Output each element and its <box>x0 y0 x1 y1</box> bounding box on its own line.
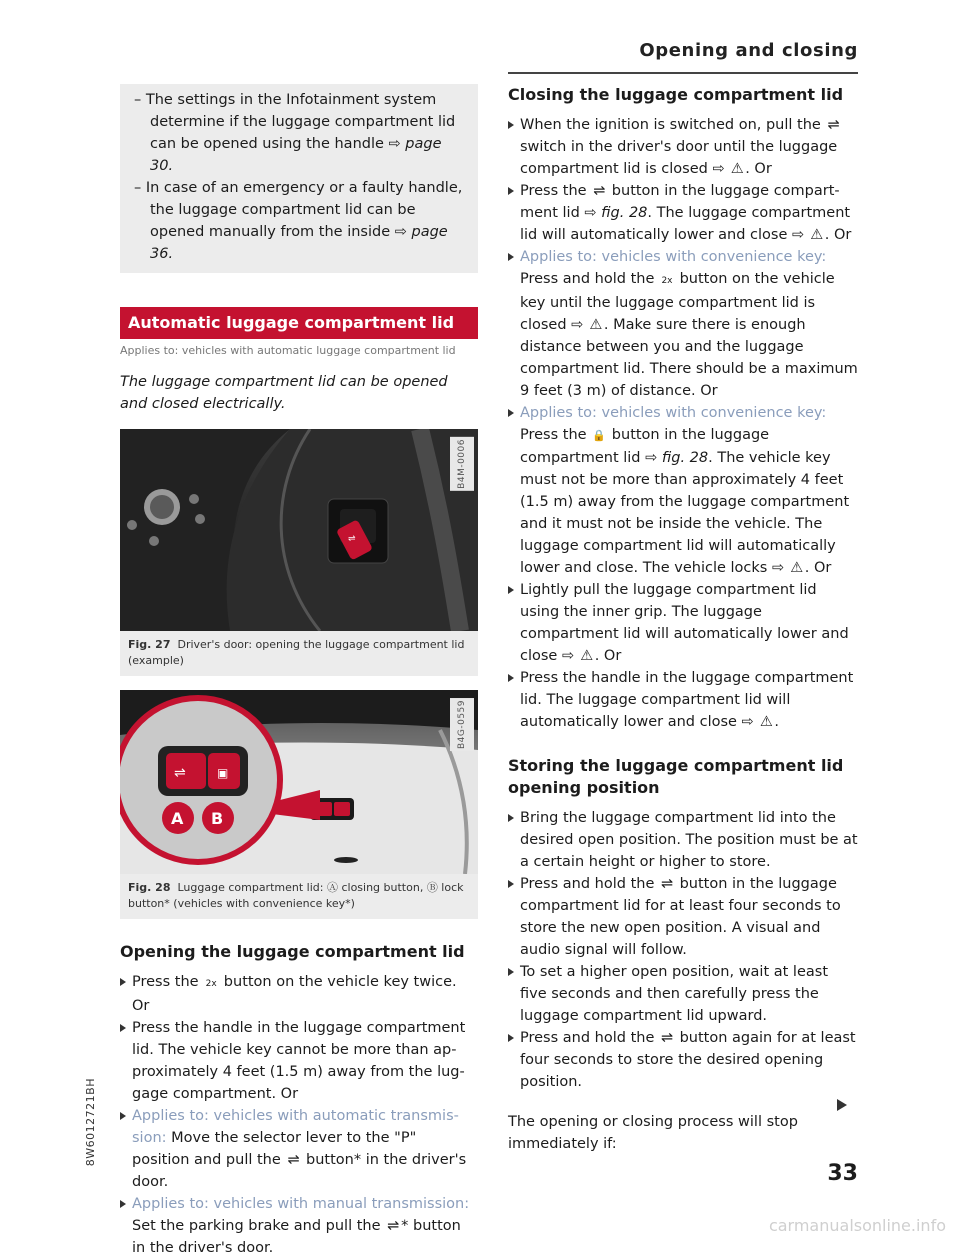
figure-link[interactable]: fig. 28 <box>661 450 709 466</box>
list-item: Press the handle in the luggage compartment lid. The luggage compartment lid will automatically lower and close ⇨ ⚠ . <box>508 667 858 733</box>
stop-conditions-text: The opening or closing process will stop immediately if: <box>508 1114 798 1152</box>
figure-code: B4G-0559 <box>450 698 474 751</box>
list-item: Applies to: vehicles with convenience key: Press and hold the 2x button on the vehicle key until the luggage compartment lid is closed ⇨ ⚠ . Make sure there is enough distance between you and the luggage compartment lid. There should be a maximum 9 feet (3 m) of distance. Or <box>508 246 858 402</box>
svg-text:⇌: ⇌ <box>348 534 356 544</box>
document-code: 8W6012721BH <box>84 1078 97 1167</box>
list-item: Applies to: vehicles with convenience key: Press the 🔒 button in the luggage compartment lid ⇨ fig. 28. The vehicle key must not be more than approximately 4 feet (1.5 m) away from the luggage compartment and it must not be inside the vehicle. The luggage compartment lid will automatically lower and close. The vehicle locks ⇨ ⚠ . Or <box>508 402 858 579</box>
note-item: – The settings in the Infotainment system determine if the luggage compartment lid can be opened using the handle ⇨ page 30. <box>134 89 464 177</box>
page-link[interactable]: ⇨ page 36. <box>150 224 448 262</box>
list-item: Applies to: vehicles with manual transmission: Set the parking brake and pull the ⇌ * button in the driver's door. <box>120 1193 478 1259</box>
door-photo <box>120 429 478 631</box>
watermark: carmanualsonline.info <box>768 1216 946 1235</box>
warning-icon: ⚠ <box>730 161 744 177</box>
luggage-lid-photo <box>120 690 478 874</box>
list-item: Applies to: vehicles with automatic transmission: Move the selector lever to the "P" position and pull the ⇌ button* in the driver's door. <box>120 1105 478 1193</box>
lid-switch-icon: ⇌ <box>287 1152 300 1168</box>
warning-icon: ⚠ <box>580 648 594 664</box>
figure-link[interactable]: fig. 28 <box>601 205 648 221</box>
storing-heading: Storing the luggage compartment lid opening position <box>508 756 844 797</box>
lock-button-icon: 🔒 <box>592 429 607 442</box>
list-item: To set a higher open position, wait at least five seconds and then carefully press the luggage compartment lid upward. <box>508 961 858 1027</box>
closing-list <box>508 114 858 733</box>
right-column <box>508 84 858 1155</box>
list-item: Press the handle in the luggage compartment lid. The vehicle key cannot be more than approximately 4 feet (1.5 m) away from the luggage compartment. Or <box>120 1017 478 1105</box>
opening-list <box>120 971 478 1259</box>
page-number: 33 <box>827 1161 858 1186</box>
header-rule <box>508 72 858 74</box>
figure-28 <box>120 690 478 874</box>
opening-heading: Opening the luggage compartment lid <box>120 942 465 961</box>
lid-switch-icon: ⇌ <box>593 183 606 199</box>
storing-list <box>508 807 858 1093</box>
svg-text:▣: ▣ <box>217 766 229 780</box>
svg-text:⇌: ⇌ <box>174 765 186 781</box>
warning-icon: ⚠ <box>790 560 804 576</box>
list-item: Press and hold the ⇌ button in the luggage compartment lid for at least four seconds to store the new open position. A visual and audio signal will follow. <box>508 873 858 961</box>
applies-note: Applies to: vehicles with automatic luggage compartment lid <box>120 344 456 357</box>
key-button-icon: 2x <box>205 979 217 989</box>
figure-28-caption: Fig. 28 Luggage compartment lid: Ⓐ closing button, Ⓑ lock button* (vehicles with convenience key*) <box>120 874 478 919</box>
section-banner: Automatic luggage compartment lid <box>120 307 478 339</box>
page-link[interactable]: ⇨ page 30. <box>150 136 442 174</box>
left-column <box>120 0 478 1259</box>
figure-code: B4M-0006 <box>450 437 474 491</box>
figure-27-caption: Fig. 27 Driver's door: opening the luggage compartment lid (example) <box>120 631 478 676</box>
list-item: Lightly pull the luggage compartment lid using the inner grip. The luggage compartment lid will automatically lower and close ⇨ ⚠ . Or <box>508 579 858 667</box>
badge-a: A <box>171 809 184 828</box>
list-item: Bring the luggage compartment lid into the desired open position. The position must be at a certain height or higher to store. <box>508 807 858 873</box>
list-item: Press and hold the ⇌ button again for at least four seconds to store the desired opening position. <box>508 1027 858 1093</box>
key-button-icon: 2x <box>661 276 673 286</box>
note-item: – In case of an emergency or a faulty handle, the luggage compartment lid can be opened manually from the inside ⇨ page 36. <box>134 177 464 265</box>
list-item: Press the ⇌ button in the luggage compartment lid ⇨ fig. 28. The luggage compartment lid will automatically lower and close ⇨ ⚠ . Or <box>508 180 858 246</box>
intro-text: The luggage compartment lid can be opened and closed electrically. <box>120 374 448 412</box>
continued-arrow-icon <box>837 1099 847 1111</box>
warning-icon: ⚠ <box>810 227 824 243</box>
closing-heading: Closing the luggage compartment lid <box>508 85 844 104</box>
page-header-title: Opening and closing <box>639 40 858 61</box>
lid-switch-icon: ⇌ <box>660 876 674 892</box>
badge-b: B <box>211 809 224 828</box>
lid-switch-icon: ⇌ <box>387 1218 400 1234</box>
note-box <box>120 84 478 273</box>
lid-switch-icon: ⇌ <box>827 117 840 133</box>
lid-switch-icon: ⇌ <box>660 1030 674 1046</box>
list-item: Press the 2x button on the vehicle key twice. Or <box>120 971 478 1017</box>
figure-27 <box>120 429 478 631</box>
list-item: When the ignition is switched on, pull the ⇌ switch in the driver's door until the luggage compartment lid is closed ⇨ ⚠ . Or <box>508 114 858 180</box>
warning-icon: ⚠ <box>589 317 603 333</box>
warning-icon: ⚠ <box>759 714 773 730</box>
